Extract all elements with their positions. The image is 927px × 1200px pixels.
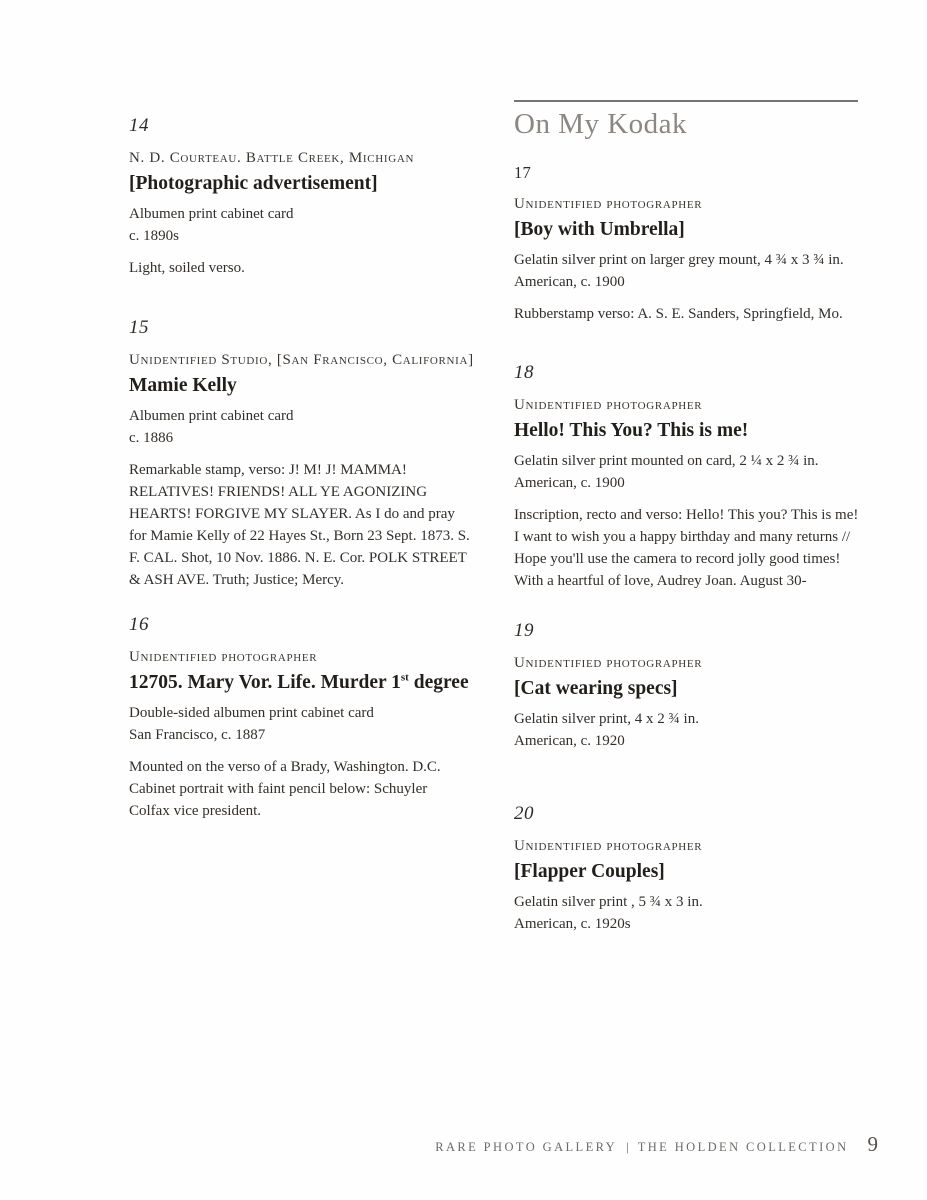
entry-detail: c. 1890s	[129, 228, 179, 244]
entry-detail: San Francisco, c. 1887	[129, 727, 266, 743]
entry-number: 17	[514, 163, 532, 182]
entry-title	[129, 670, 470, 696]
photographer-line: Unidentified photographer	[514, 397, 703, 413]
entry-detail: Gelatin silver print on larger grey mount, 4 ¾ x 3 ¾ in.	[514, 252, 844, 268]
catalog-entry-14	[129, 115, 470, 279]
page-footer	[435, 1132, 878, 1157]
catalog-entry-15	[129, 317, 474, 591]
entry-note: Inscription, recto and verso: Hello! This you? This is me! I want to wish you a happy birthday and many returns // Hope you'll use the camera to record jolly good times! With a heartful of love, Audrey Joan. August 30-	[514, 507, 859, 589]
entry-number: 16	[129, 614, 149, 635]
entry-detail: American, c. 1900	[514, 475, 625, 491]
entry-number: 18	[514, 362, 534, 383]
page-number: 9	[867, 1132, 878, 1156]
entry-detail: Gelatin silver print , 5 ¾ x 3 in.	[514, 894, 703, 910]
catalog-entry-18	[514, 362, 860, 592]
footer-gallery-name: RARE PHOTO GALLERY	[435, 1140, 618, 1154]
catalog-entry-17	[514, 163, 860, 325]
entry-detail: c. 1886	[129, 430, 174, 446]
entry-title: [Cat wearing specs]	[514, 678, 678, 699]
entry-title: Mamie Kelly	[129, 375, 237, 396]
entry-title-text: 12705. Mary Vor. Life. Murder 1	[129, 672, 401, 693]
entry-detail: Albumen print cabinet card	[129, 408, 294, 424]
entry-detail: American, c. 1920	[514, 733, 625, 749]
section-title: On My Kodak	[514, 108, 688, 140]
section-divider-rule	[514, 100, 858, 102]
photographer-line: N. D. Courteau. Battle Creek, Michigan	[129, 150, 415, 166]
entry-detail: Albumen print cabinet card	[129, 206, 294, 222]
catalog-entry-20	[514, 803, 860, 935]
photographer-line: Unidentified photographer	[514, 196, 703, 212]
entry-note: Light, soiled verso.	[129, 260, 245, 276]
photographer-line: Unidentified photographer	[514, 655, 703, 671]
entry-title-text: degree	[408, 672, 469, 693]
entry-detail: Gelatin silver print, 4 x 2 ¾ in.	[514, 711, 699, 727]
photographer-line: Unidentified photographer	[514, 838, 703, 854]
entry-title: [Boy with Umbrella]	[514, 219, 685, 240]
photographer-line: Unidentified Studio, [San Francisco, California]	[129, 352, 474, 368]
entry-note: Remarkable stamp, verso: J! M! J! MAMMA! RELATIVES! FRIENDS! ALL YE AGONIZING HEARTS! FORGIVE MY SLAYER. As I do and pray for Mamie Kelly of 22 Hayes St., Born 23 Sept. 1873. S. F. CAL. Shot, 10 Nov. 1886. N. E. Cor. POLK STREET & ASH AVE. Truth; Justice; Mercy.	[129, 462, 470, 588]
entry-number: 14	[129, 115, 149, 136]
entry-detail: American, c. 1900	[514, 274, 625, 290]
catalog-entry-19	[514, 620, 860, 752]
entry-title: [Flapper Couples]	[514, 861, 665, 882]
entry-detail: American, c. 1920s	[514, 916, 631, 932]
entry-detail: Gelatin silver print mounted on card, 2 ¼ x 2 ¾ in.	[514, 453, 819, 469]
entry-number: 20	[514, 803, 534, 824]
entry-note: Rubberstamp verso: A. S. E. Sanders, Springfield, Mo.	[514, 306, 843, 322]
footer-separator: |	[626, 1139, 629, 1154]
catalog-entry-16	[129, 614, 470, 822]
entry-title: Hello! This You? This is me!	[514, 420, 749, 441]
entry-note: Mounted on the verso of a Brady, Washington. D.C. Cabinet portrait with faint pencil below: Schuyler Colfax vice president.	[129, 759, 441, 819]
entry-number: 19	[514, 620, 534, 641]
entry-title-superscript: st	[400, 671, 409, 684]
entry-title: [Photographic advertisement]	[129, 173, 378, 194]
entry-detail: Double-sided albumen print cabinet card	[129, 705, 374, 721]
entry-number: 15	[129, 317, 149, 338]
footer-collection-name: THE HOLDEN COLLECTION	[637, 1140, 849, 1154]
photographer-line: Unidentified photographer	[129, 649, 318, 665]
